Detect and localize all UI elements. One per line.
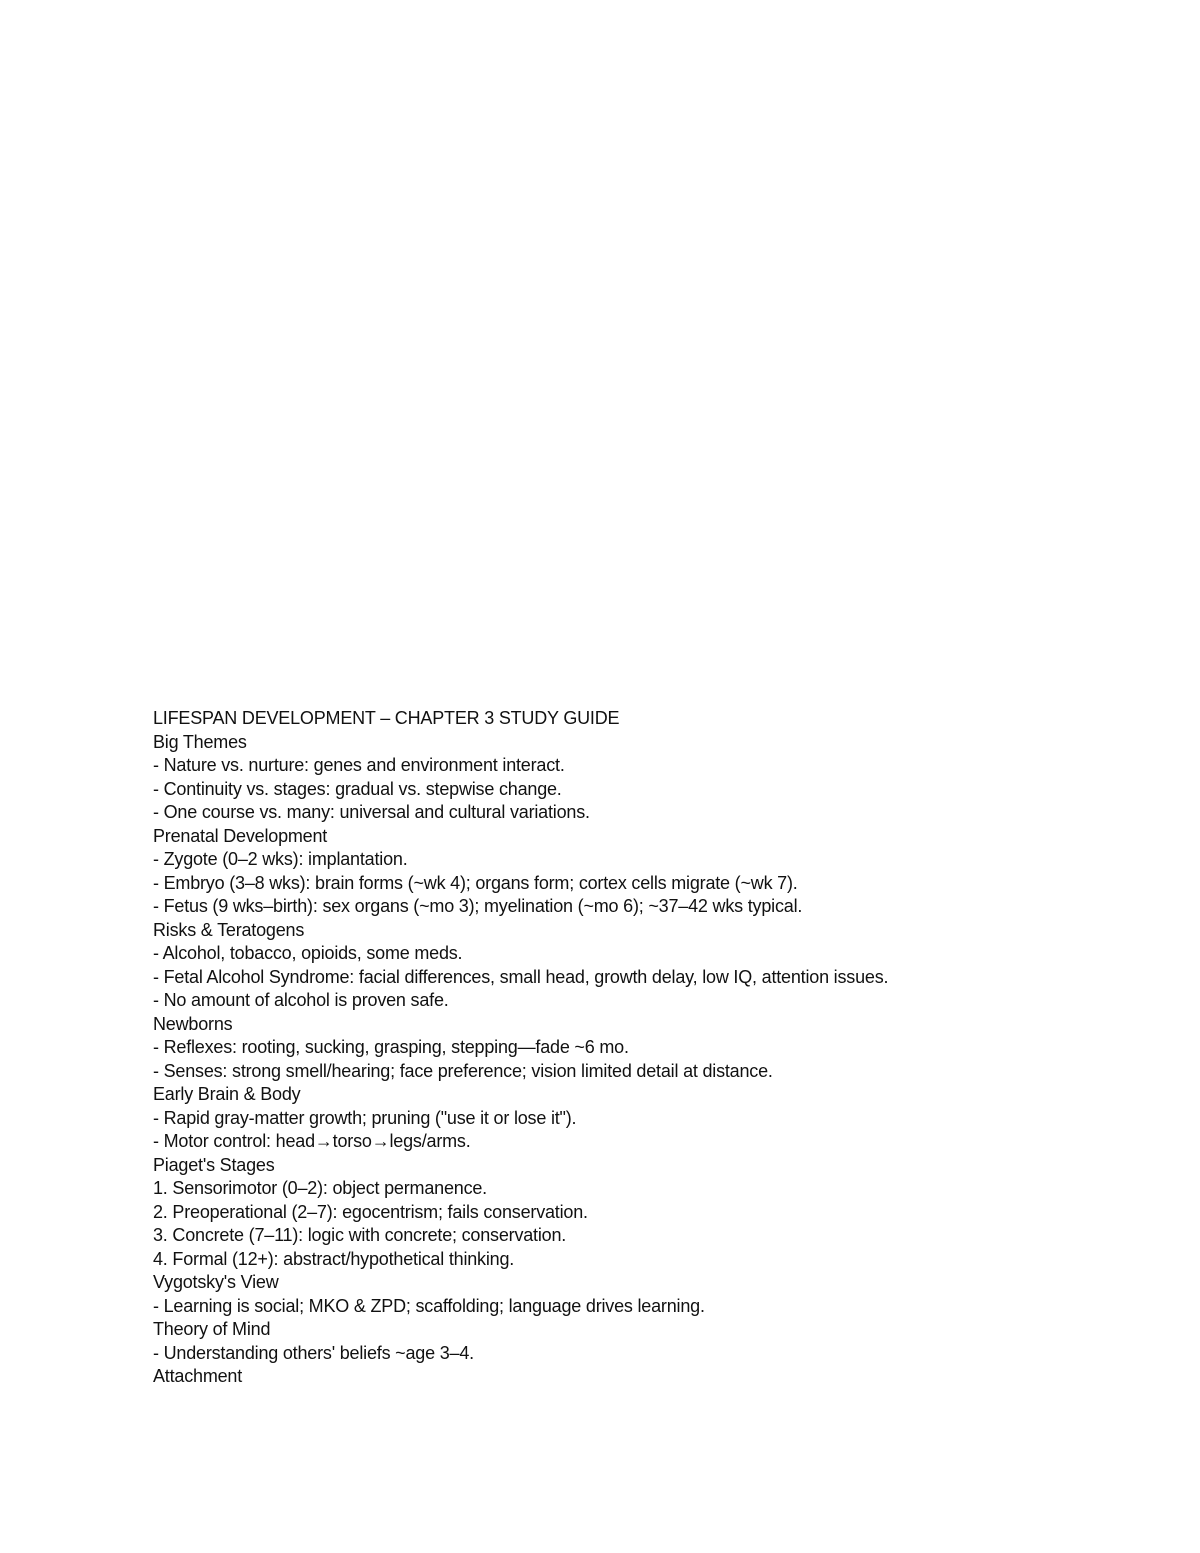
- bullet-line: - Motor control: head→torso→legs/arms.: [153, 1131, 471, 1151]
- numbered-line: 2. Preoperational (2–7): egocentrism; fails conservation.: [153, 1201, 588, 1222]
- bullet-line: - Reflexes: rooting, sucking, grasping, stepping—fade ~6 mo.: [153, 1037, 629, 1057]
- bullet-line: - Senses: strong smell/hearing; face preference; vision limited detail at distance.: [153, 1060, 773, 1081]
- bullet-line: - Learning is social; MKO & ZPD; scaffolding; language drives learning.: [153, 1295, 705, 1316]
- bullet-line: - Nature vs. nurture: genes and environment interact.: [153, 755, 565, 775]
- numbered-line: 4. Formal (12+): abstract/hypothetical thinking.: [153, 1248, 515, 1269]
- bullet-line: - Understanding others' beliefs ~age 3–4.: [153, 1342, 474, 1363]
- bullet-line: - No amount of alcohol is proven safe.: [153, 990, 449, 1010]
- numbered-line: 3. Concrete (7–11): logic with concrete; conservation.: [153, 1225, 567, 1245]
- bullet-line: - Embryo (3–8 wks): brain forms (~wk 4); organs form; cortex cells migrate (~wk 7).: [153, 872, 798, 893]
- section-heading-piaget: Piaget's Stages: [153, 1154, 275, 1175]
- study-guide-text: [153, 707, 1153, 1389]
- bullet-line: - Rapid gray-matter growth; pruning ("use it or lose it").: [153, 1107, 577, 1128]
- section-heading-prenatal: Prenatal Development: [153, 825, 328, 846]
- document-title: LIFESPAN DEVELOPMENT – CHAPTER 3 STUDY GUIDE: [153, 708, 620, 728]
- numbered-line: 1. Sensorimotor (0–2): object permanence.: [153, 1178, 487, 1198]
- section-heading-newborns: Newborns: [153, 1013, 233, 1034]
- bullet-line: - Alcohol, tobacco, opioids, some meds.: [153, 943, 463, 963]
- section-heading-risks: Risks & Teratogens: [153, 919, 305, 940]
- bullet-line: - Fetal Alcohol Syndrome: facial differences, small head, growth delay, low IQ, attention issues.: [153, 966, 889, 987]
- section-heading-attachment: Attachment: [153, 1366, 243, 1386]
- bullet-line: - One course vs. many: universal and cultural variations.: [153, 802, 590, 822]
- section-heading-brain-body: Early Brain & Body: [153, 1084, 301, 1104]
- section-heading-vygotsky: Vygotsky's View: [153, 1272, 279, 1292]
- section-heading-big-themes: Big Themes: [153, 731, 247, 752]
- section-heading-theory-of-mind: Theory of Mind: [153, 1319, 271, 1339]
- bullet-line: - Zygote (0–2 wks): implantation.: [153, 849, 408, 869]
- bullet-line: - Continuity vs. stages: gradual vs. stepwise change.: [153, 778, 562, 799]
- bullet-line: - Fetus (9 wks–birth): sex organs (~mo 3); myelination (~mo 6); ~37–42 wks typical.: [153, 896, 803, 916]
